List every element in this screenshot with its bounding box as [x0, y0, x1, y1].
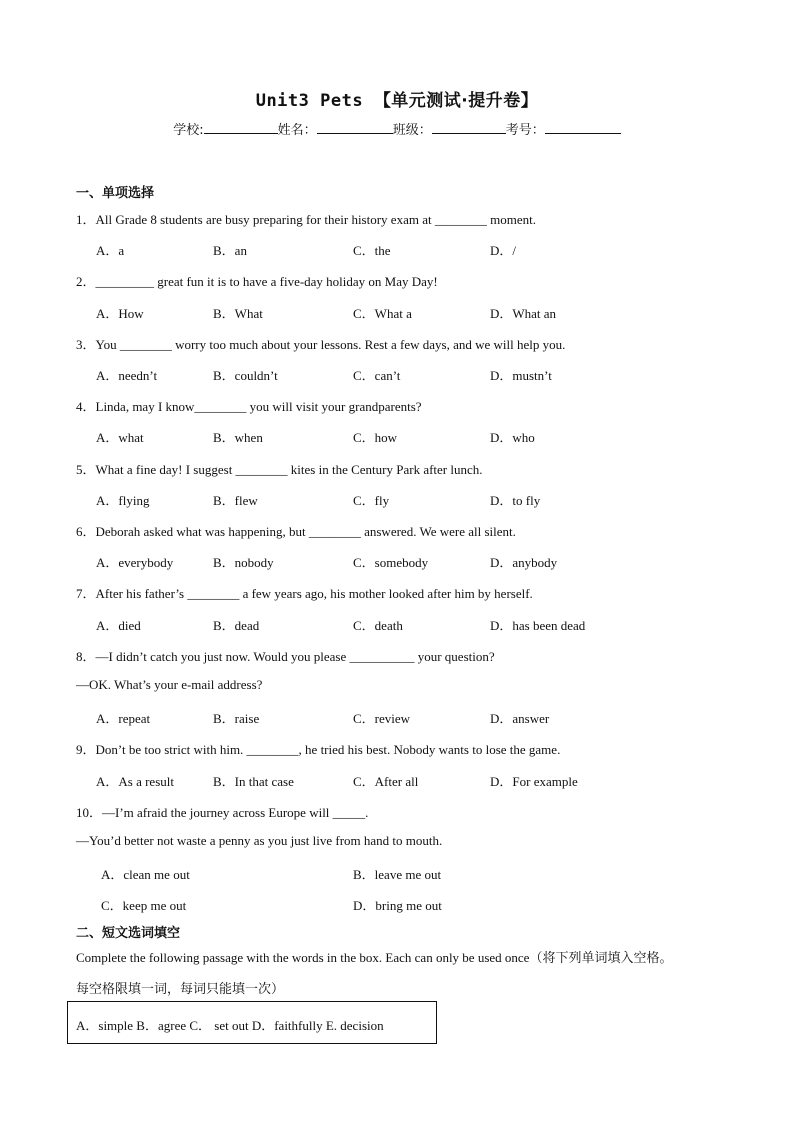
title-english: Unit3 Pets	[255, 91, 364, 111]
question-7-stem: 7．After his father’s ________ a few years ago, his mother looked after him by herself.	[76, 586, 533, 601]
page-title	[0, 86, 794, 111]
question-1-option-c[interactable]: C．the	[353, 243, 391, 258]
section-2-instruction	[76, 947, 672, 966]
question-7-option-d[interactable]: D．has been dead	[490, 618, 586, 633]
question-3-stem: 3．You ________ worry too much about your lessons. Rest a few days, and we will help you.	[76, 337, 566, 352]
question-4-option-c[interactable]: C．how	[353, 430, 398, 445]
question-9-option-a[interactable]: A．As a result	[96, 774, 174, 789]
school-label: 学校:	[173, 123, 204, 138]
question-7-option-b[interactable]: B．dead	[213, 618, 260, 633]
question-2-stem: 2．_________ great fun it is to have a five-day holiday on May Day!	[76, 274, 438, 289]
question-3-option-b[interactable]: B．couldn’t	[213, 368, 278, 383]
question-10-option-c[interactable]: C．keep me out	[101, 898, 187, 913]
question-10-stem-reply: —You’d better not waste a penny as you just live from hand to mouth.	[76, 833, 443, 848]
question-3-option-c[interactable]: C．can’t	[353, 368, 401, 383]
question-8-option-d[interactable]: D．answer	[490, 711, 550, 726]
question-2-option-a[interactable]: A．How	[96, 306, 144, 321]
question-1-option-d[interactable]: D．/	[490, 243, 517, 258]
question-6-option-d[interactable]: D．anybody	[490, 555, 558, 570]
question-5-option-a[interactable]: A．flying	[96, 493, 150, 508]
number-label: 考号：	[505, 123, 545, 138]
word-box-options: A．simple B．agree C． set out D．faithfully E. decision	[76, 1018, 384, 1033]
question-9-stem: 9．Don’t be too strict with him. ________, he tried his best. Nobody wants to lose the game.	[76, 742, 561, 757]
question-9-option-d[interactable]: D．For example	[490, 774, 578, 789]
question-6-option-a[interactable]: A．everybody	[96, 555, 174, 570]
question-2-option-b[interactable]: B．What	[213, 306, 263, 321]
question-8-option-a[interactable]: A．repeat	[96, 711, 151, 726]
word-box	[67, 1001, 437, 1044]
title-chinese: 【单元测试·提升卷】	[373, 91, 539, 111]
question-10-option-a[interactable]: A．clean me out	[101, 867, 190, 882]
question-8-option-c[interactable]: C．review	[353, 711, 411, 726]
question-3-option-d[interactable]: D．mustn’t	[490, 368, 552, 383]
class-label: 班级：	[392, 123, 432, 138]
section-2-title: 二、短文选词填空	[76, 926, 181, 941]
question-8-option-b[interactable]: B．raise	[213, 711, 260, 726]
question-10-option-b[interactable]: B．leave me out	[353, 867, 442, 882]
section-2-instruction-continued	[76, 978, 284, 997]
class-blank[interactable]	[432, 121, 506, 134]
question-8-stem: 8．—I didn’t catch you just now. Would you please __________ your question?	[76, 649, 495, 664]
question-2-option-d[interactable]: D．What an	[490, 306, 557, 321]
question-8-stem-reply: —OK. What’s your e-mail address?	[76, 677, 263, 692]
name-blank[interactable]	[317, 121, 393, 134]
question-1-stem: 1．All Grade 8 students are busy preparing for their history exam at ________ moment.	[76, 212, 536, 227]
instruction-chinese-2: 每空格限填一词，每词只能填一次）	[76, 982, 285, 997]
question-7-option-a[interactable]: A．died	[96, 618, 141, 633]
question-9-option-c[interactable]: C．After all	[353, 774, 419, 789]
school-blank[interactable]	[204, 121, 278, 134]
number-blank[interactable]	[545, 121, 621, 134]
question-1-option-a[interactable]: A．a	[96, 243, 125, 258]
question-7-option-c[interactable]: C．death	[353, 618, 403, 633]
question-4-option-b[interactable]: B．when	[213, 430, 263, 445]
question-1-option-b[interactable]: B．an	[213, 243, 247, 258]
question-10-option-d[interactable]: D．bring me out	[353, 898, 442, 913]
question-9-option-b[interactable]: B．In that case	[213, 774, 294, 789]
question-4-stem: 4．Linda, may I know________ you will visit your grandparents?	[76, 399, 422, 414]
name-label: 姓名：	[277, 123, 317, 138]
student-info-line	[0, 119, 794, 138]
question-4-option-d[interactable]: D．who	[490, 430, 535, 445]
question-5-stem: 5．What a fine day! I suggest ________ kites in the Century Park after lunch.	[76, 462, 483, 477]
question-6-option-c[interactable]: C．somebody	[353, 555, 429, 570]
question-4-option-a[interactable]: A．what	[96, 430, 144, 445]
section-1-title: 一、单项选择	[76, 186, 155, 201]
question-6-option-b[interactable]: B．nobody	[213, 555, 274, 570]
instruction-english: Complete the following passage with the words in the box. Each can only be used once	[76, 950, 530, 965]
question-10-stem: 10．—I’m afraid the journey across Europe will _____.	[76, 805, 369, 820]
question-3-option-a[interactable]: A．needn’t	[96, 368, 158, 383]
instruction-chinese-1: （将下列单词填入空格。	[529, 951, 673, 966]
question-5-option-d[interactable]: D．to fly	[490, 493, 541, 508]
question-5-option-c[interactable]: C．fly	[353, 493, 390, 508]
question-2-option-c[interactable]: C．What a	[353, 306, 412, 321]
question-6-stem: 6．Deborah asked what was happening, but ________ answered. We were all silent.	[76, 524, 516, 539]
question-5-option-b[interactable]: B．flew	[213, 493, 258, 508]
